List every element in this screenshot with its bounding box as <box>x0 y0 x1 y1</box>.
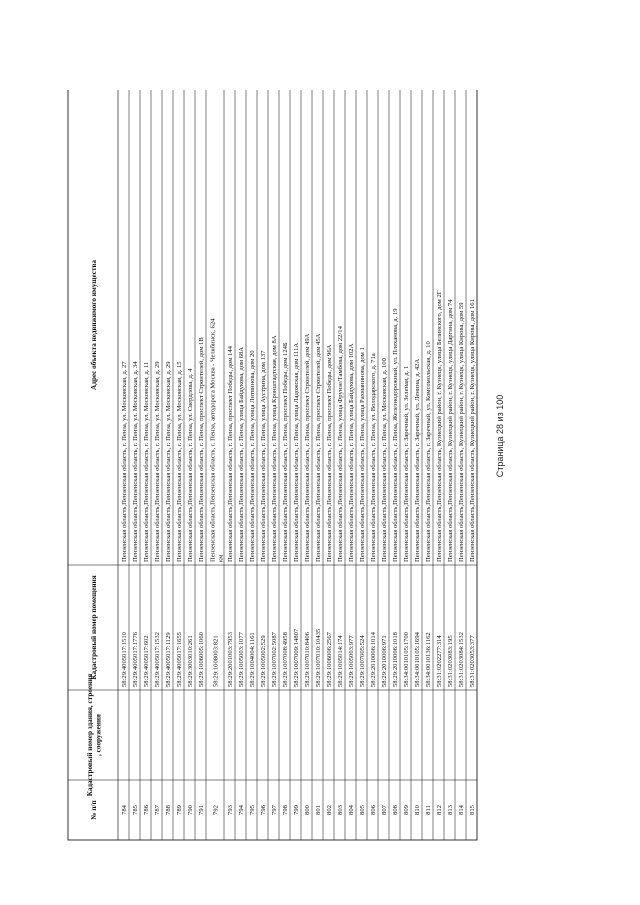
cell-address: Пензенская область,Пензенская область, Кузнецкий район, г. Кузнецк, улица Кирова, дом 161 <box>468 299 476 562</box>
cell-room-cadastral: 58:29:1004004:1161 <box>248 632 256 687</box>
cell-room-cadastral: 58:29:4005017:1776 <box>131 632 139 687</box>
cell-room-cadastral: 58:31:0202277:314 <box>435 635 443 687</box>
cell-address: Пензенская область,Пензенская область, г. Пенза, проспект Победы, дом 124Б <box>281 342 289 562</box>
cell-room-cadastral: 58:29:1005003:1077 <box>237 632 245 687</box>
cell-room-cadastral: 58:29:4005017:1655 <box>175 632 183 687</box>
cell-address: Пензенская область,Пензенская область, г. Пенза, проспект Строителей, дом 45А <box>314 333 322 562</box>
cell-number: 813 <box>446 805 454 815</box>
cell-address: Пензенская область,Пензенская область, г. Пенза, ул. Московская, д. 29 <box>164 361 172 562</box>
cell-room-cadastral: 58:29:2001003:7953 <box>226 632 234 687</box>
cell-number: 815 <box>468 805 476 815</box>
cell-room-cadastral: 58:29:1007005:524 <box>358 635 366 687</box>
cell-room-cadastral: 58:29:1007008:4958 <box>281 632 289 687</box>
cell-room-cadastral: 58:31:0203083:195 <box>446 635 454 687</box>
cell-address: Пензенская область,Пензенская область, г. Пенза, улица Байдукова, дом 102А <box>347 343 355 562</box>
cell-address: Пензенская область,Пензенская область, г. Пенза, улица Ладожская, дом 111А <box>292 342 300 562</box>
cell-address: Пензенская область,Пензенская область, г. Пенза, улица Фрунзе/Тамбова, дом 22/14 <box>336 326 344 562</box>
cell-number: 789 <box>175 805 183 815</box>
cell-number: 790 <box>186 805 194 815</box>
cell-room-cadastral: 58:29:4005017:1510 <box>120 632 128 687</box>
cell-address: Пензенская область,Пензенская область, г. Пенза, проспект Победы, дом 96А <box>325 344 333 562</box>
cell-address: Пензенская область,Пензенская область, г. Пенза, проспект Победы, дом 144 <box>226 346 234 562</box>
cell-room-cadastral: 58:29:4005017:1532 <box>153 632 161 687</box>
cell-room-cadastral: 58:29:1005002:529 <box>259 635 267 687</box>
cell-address: Пензенская область,Пензенская область, г. Пенза, ул. Московская, д. 15 <box>175 361 183 562</box>
cell-address: Пензенская область,Пензенская область, г. Пенза, ул. Московская, д. 29 <box>153 361 161 562</box>
cell-number: 797 <box>270 805 278 815</box>
cell-room-cadastral: 58:29:2010006:1014 <box>369 632 377 687</box>
cell-address: Пензенская область,Пензенская область, г. Заречный, ул. Ленина, д. 42А <box>413 358 421 562</box>
cell-number: 799 <box>292 805 300 815</box>
header-col-room: Кадастровый номер помещения <box>90 575 98 680</box>
cell-number: 809 <box>402 805 410 815</box>
cell-room-cadastral: 58:29:2010006:971 <box>380 635 388 687</box>
cell-address: Пензенская область,Пензенская область, Кузнецкий район, г. Кузнецк, улица Даргина, дом 74 <box>446 299 454 562</box>
cell-address: Пензенская область,Пензенская область, г. Заречный, ул. Зеленая, д. 1 <box>402 365 410 562</box>
cell-number: 786 <box>142 805 150 815</box>
cell-room-cadastral: 58:29:1007002:5087 <box>270 632 278 687</box>
rotated-table-group <box>68 90 505 840</box>
cell-number: 793 <box>226 805 234 815</box>
cell-number: 795 <box>248 805 256 815</box>
cell-address: Пензенская область,Пензенская область, г. Пенза, ул. Московская, д. 27 <box>120 361 128 562</box>
cell-room-cadastral: 58:29:1007010:10435 <box>314 628 322 687</box>
cell-room-cadastral: 58:29:4005017:1129 <box>164 632 172 687</box>
cell-room-cadastral: 58:34:0010105:1694 <box>413 632 421 687</box>
header-col-number: № п/п <box>90 800 98 820</box>
cell-address: Пензенская область,Пензенская область, г. Пенза, ул. Московская, д. 11 <box>142 361 150 562</box>
cell-number: 807 <box>380 805 388 815</box>
cell-address: Пензенская область,Пензенская область, г. Пенза, улица Рахманинова, дом 1 <box>358 347 366 562</box>
cell-address: Пензенская область,Пензенская область, г. Пенза, улица Байдукова, дом 68А <box>237 346 245 562</box>
cell-room-cadastral: 58:29:1006006:2567 <box>325 632 333 687</box>
cell-address: Пензенская область,Пензенская область, Кузнецкий район, г. Кузнецк, улица Кирова, дом 59 <box>457 302 465 562</box>
cell-number: 805 <box>358 805 366 815</box>
cell-room-cadastral: 58:29:1005003:977 <box>347 635 355 687</box>
cell-number: 798 <box>281 805 289 815</box>
cell-number: 808 <box>391 805 399 815</box>
cell-number: 812 <box>435 805 443 815</box>
cell-room-cadastral: 58:31:0203084:1532 <box>457 632 465 687</box>
cell-address: Пензенская область,Пензенская область, г. Пенза, ул. Свердлова, д. 4 <box>186 368 194 562</box>
cell-address: Пензенская область,Пензенская область, г. Пенза, проспект Строителей, дом 1В <box>197 337 205 562</box>
cell-room-cadastral: 58:34:0010136:1162 <box>424 632 432 687</box>
cell-room-cadastral: 58:31:0203053:377 <box>468 635 476 687</box>
cell-room-cadastral: 58:29:4005017:602 <box>142 635 150 687</box>
cell-room-cadastral: 58:29:1005014:174 <box>336 635 344 687</box>
cell-room-cadastral: 58:29:1006005:1060 <box>197 632 205 687</box>
cell-address: Пензенская область,Пензенская область, г. Заречный, ул. Комсомольская, д. 10 <box>424 341 432 562</box>
cell-room-cadastral: 58:34:0010105:1700 <box>402 632 410 687</box>
cell-address: Пензенская область,Пензенская область, г. Пенза, автодорога Москва - Челябинск, 624км <box>209 318 225 562</box>
cell-number: 810 <box>413 805 421 815</box>
header-col-building: Кадастровый номер здания, строения, сооружения <box>86 673 103 797</box>
cell-number: 784 <box>120 805 128 815</box>
rotated-table-page <box>60 90 620 862</box>
cell-number: 796 <box>259 805 267 815</box>
cell-number: 801 <box>314 805 322 815</box>
cell-room-cadastral: 58:29:3003010:261 <box>186 635 194 687</box>
cell-number: 803 <box>336 805 344 815</box>
cell-address: Пензенская область,Пензенская область, г. Пенза, улица Кронштадтская, дом 8А <box>270 335 278 562</box>
cell-number: 787 <box>153 805 161 815</box>
cell-address: Пензенская область,Пензенская область, г. Пенза, Железнодорожный, ул. Плеханова, д. 19 <box>391 308 399 562</box>
cell-number: 785 <box>131 805 139 815</box>
cell-number: 814 <box>457 805 465 815</box>
cell-number: 800 <box>303 805 311 815</box>
cell-address: Пензенская область,Пензенская область, г. Пенза, улица Литвинова, дом 20 <box>248 350 256 562</box>
cell-address: Пензенская область,Пензенская область, г. Пенза, улица Аустрина, дом 137 <box>259 350 267 562</box>
cell-number: 794 <box>237 805 245 815</box>
table-svg <box>60 90 620 862</box>
cell-number: 792 <box>212 805 220 815</box>
cell-number: 811 <box>424 805 432 815</box>
cell-number: 804 <box>347 805 355 815</box>
cell-address: Пензенская область,Пензенская область, г. Пенза, ул. Володарского, д. 71а <box>369 353 377 562</box>
cell-address: Пензенская область,Пензенская область, г. Пенза, ул. Московская, д. 100 <box>380 358 388 562</box>
cell-number: 788 <box>164 805 172 815</box>
page-number-label: Страница 28 из 100 <box>495 394 505 478</box>
cell-number: 806 <box>369 805 377 815</box>
cell-address: Пензенская область,Пензенская область, г. Пенза, ул. Московская, д. 34 <box>131 361 139 562</box>
cell-room-cadastral: 58:29:2010006:1018 <box>391 632 399 687</box>
cell-address: Пензенская область,Пензенская область, г. Пенза, проспект Строителей, дом 49А <box>303 333 311 562</box>
cell-number: 802 <box>325 805 333 815</box>
header-col-address: Адрес объекта недвижимого имущества <box>90 260 98 390</box>
cell-number: 791 <box>197 805 205 815</box>
cell-room-cadastral: 58:29:1007010:8406 <box>303 632 311 687</box>
cell-room-cadastral: 58:29:1007009:14807 <box>292 628 300 687</box>
cell-room-cadastral: 58:29:1008003:821 <box>212 635 220 687</box>
cell-address: Пензенская область,Пензенская область, Кузнецкий район, г. Кузнецк, улица Белинского, дом 2Г <box>435 290 443 562</box>
